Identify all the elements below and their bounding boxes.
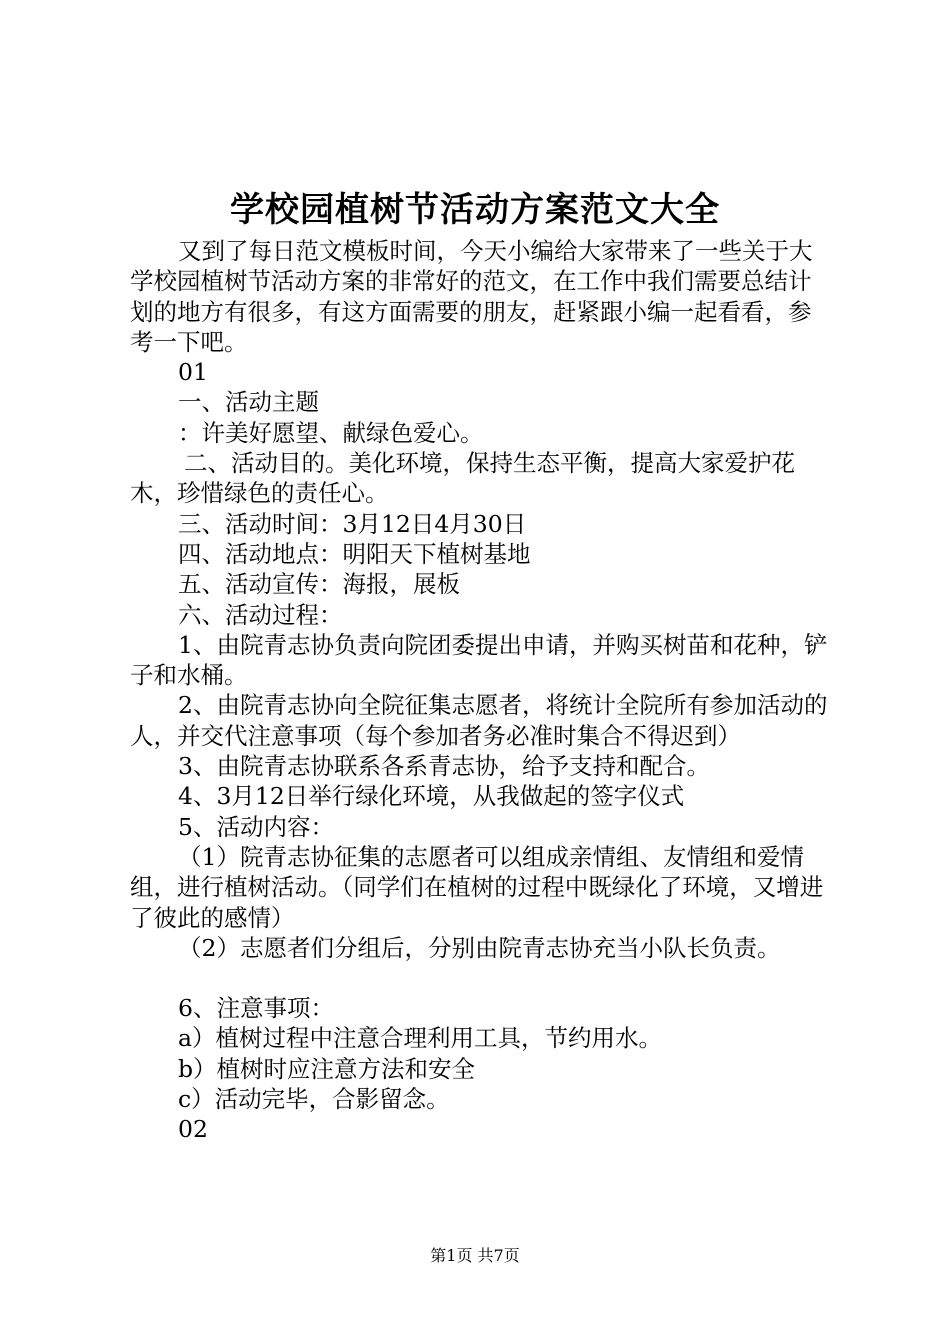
note-item-b: b）植树时应注意方法和安全 xyxy=(178,1054,476,1083)
process-item-5: 5、活动内容： xyxy=(178,812,334,841)
purpose-paragraph: 二、活动目的。美化环境，保持生态平衡，提高大家爱护花木，珍惜绿色的责任心。 xyxy=(130,449,795,508)
content-item-2: （2）志愿者们分组后，分别由院青志协充当小队长负责。 xyxy=(178,933,781,962)
note-item-a: a）植树过程中注意合理利用工具，节约用水。 xyxy=(178,1024,663,1053)
time-line: 三、活动时间：3月12日4月30日 xyxy=(178,509,527,538)
process-item-3: 3、由院青志协联系各系青志协，给予支持和配合。 xyxy=(178,752,710,781)
process-item-1: 1、由院青志协负责向院团委提出申请，并购买树苗和花种，铲子和水桶。 xyxy=(130,630,828,690)
document-body xyxy=(130,236,830,1145)
notes-heading: 6、注意事项： xyxy=(178,994,334,1023)
location-line: 四、活动地点：明阳天下植树基地 xyxy=(178,539,531,568)
theme-text: ：许美好愿望、献绿色爱心。 xyxy=(178,418,484,447)
blank-line xyxy=(130,963,830,993)
process-heading: 六、活动过程： xyxy=(178,600,343,629)
heading-theme: 一、活动主题 xyxy=(178,388,319,417)
publicity-line: 五、活动宣传：海报，展板 xyxy=(178,570,460,599)
section-number-2: 02 xyxy=(178,1115,208,1144)
process-item-2: 2、由院青志协向全院征集志愿者，将统计全院所有参加活动的人，并交代注意事项（每个参加者务必准时集合不得迟到） xyxy=(130,691,828,750)
note-item-c: c）活动完毕，合影留念。 xyxy=(178,1085,450,1114)
page-footer: 第1页 共7页 xyxy=(430,1246,520,1265)
section-number: 01 xyxy=(178,358,208,387)
content-item-1: （1）院青志协征集的志愿者可以组成亲情组、友情组和爱情组，进行植树活动。（同学们在植树的过程中既绿化了环境，又增进了彼此的感情） xyxy=(130,842,824,932)
intro-paragraph: 又到了每日范文模板时间，今天小编给大家带来了一些关于大学校园植树节活动方案的非常好的范文，在工作中我们需要总结计划的地方有很多，有这方面需要的朋友，赶紧跟小编一起看看，参考一下吧。 xyxy=(130,237,813,356)
process-item-4: 4、3月12日举行绿化环境，从我做起的签字仪式 xyxy=(178,782,685,811)
document-title: 学校园植树节活动方案范文大全 xyxy=(230,190,720,230)
